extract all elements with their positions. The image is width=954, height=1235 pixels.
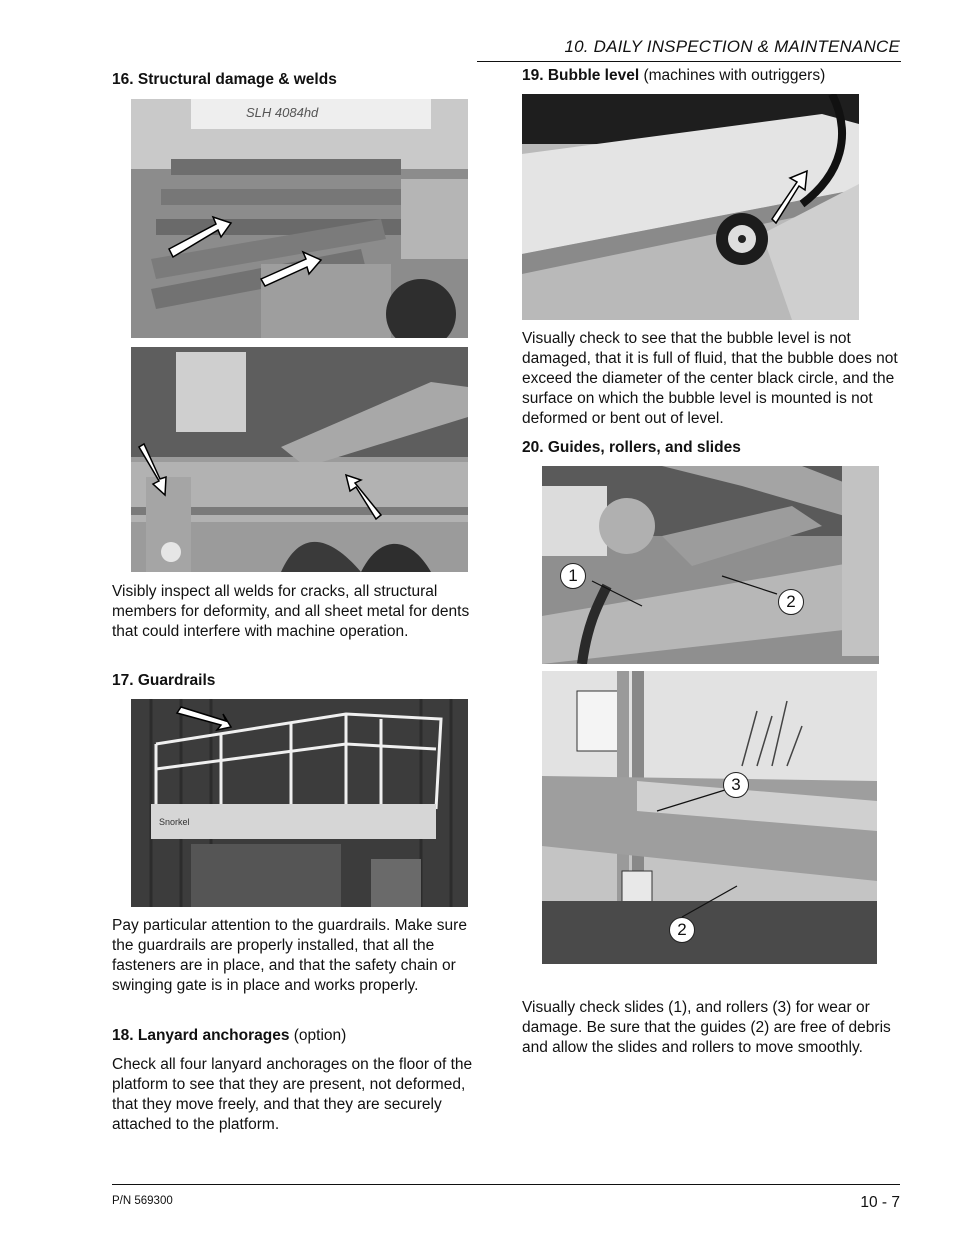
section-18-heading-bold: 18. Lanyard anchorages [112, 1027, 290, 1044]
page-section-title: 10. DAILY INSPECTION & MAINTENANCE [564, 37, 900, 56]
brand-label: Snorkel [159, 817, 190, 827]
page-number: 10 - 7 [860, 1194, 900, 1211]
guides-rollers-photo-bottom [542, 671, 877, 964]
section-19-heading-bold: 19. Bubble level [522, 67, 640, 84]
section-18-heading [112, 1026, 346, 1046]
guardrails-photo [131, 699, 468, 907]
callout-slide-1: 1 [560, 563, 586, 589]
guides-rollers-photo-top [542, 466, 879, 664]
bubble-level-photo [522, 94, 859, 320]
header-divider [477, 61, 901, 62]
section-18-text: Check all four lanyard anchorages on the floor of the platform to see that they are present, not deformed, that they move freely, and that they are securely attached to the platform. [112, 1056, 473, 1133]
callout-guide-2-top: 2 [778, 589, 804, 615]
callout-guide-2-bottom: 2 [669, 917, 695, 943]
section-19-heading [522, 66, 825, 86]
section-19-text: Visually check to see that the bubble level is not damaged, that it is full of fluid, that the bubble does not exceed the diameter of the center black circle, and the surface on which the bubble level is mounted is not deformed or bent out of level. [522, 330, 898, 427]
section-17-heading: 17. Guardrails [112, 672, 216, 689]
section-17-text: Pay particular attention to the guardrails. Make sure the guardrails are properly installed, that all the fasteners are in place, and that the safety chain or swinging gate is in place and works properly. [112, 917, 467, 994]
section-20-heading: 20. Guides, rollers, and slides [522, 439, 741, 456]
structural-welds-photo-top [131, 99, 468, 338]
section-20-text: Visually check slides (1), and rollers (3) for wear or damage. Be sure that the guides (2) are free of debris and allow the slides and rollers to move smoothly. [522, 999, 891, 1056]
section-18-heading-option: (option) [289, 1027, 347, 1044]
section-19-heading-note: (machines with outriggers) [639, 67, 826, 84]
footer-divider [112, 1184, 900, 1185]
section-16-heading: 16. Structural damage & welds [112, 71, 337, 88]
structural-welds-photo-bottom [131, 347, 468, 572]
machine-model-label: SLH 4084hd [246, 105, 319, 120]
section-16-text: Visibly inspect all welds for cracks, all structural members for deformity, and all sheet metal for dents that could interfere with machine operation. [112, 583, 470, 640]
part-number: P/N 569300 [112, 1195, 173, 1207]
callout-roller-3: 3 [723, 772, 749, 798]
